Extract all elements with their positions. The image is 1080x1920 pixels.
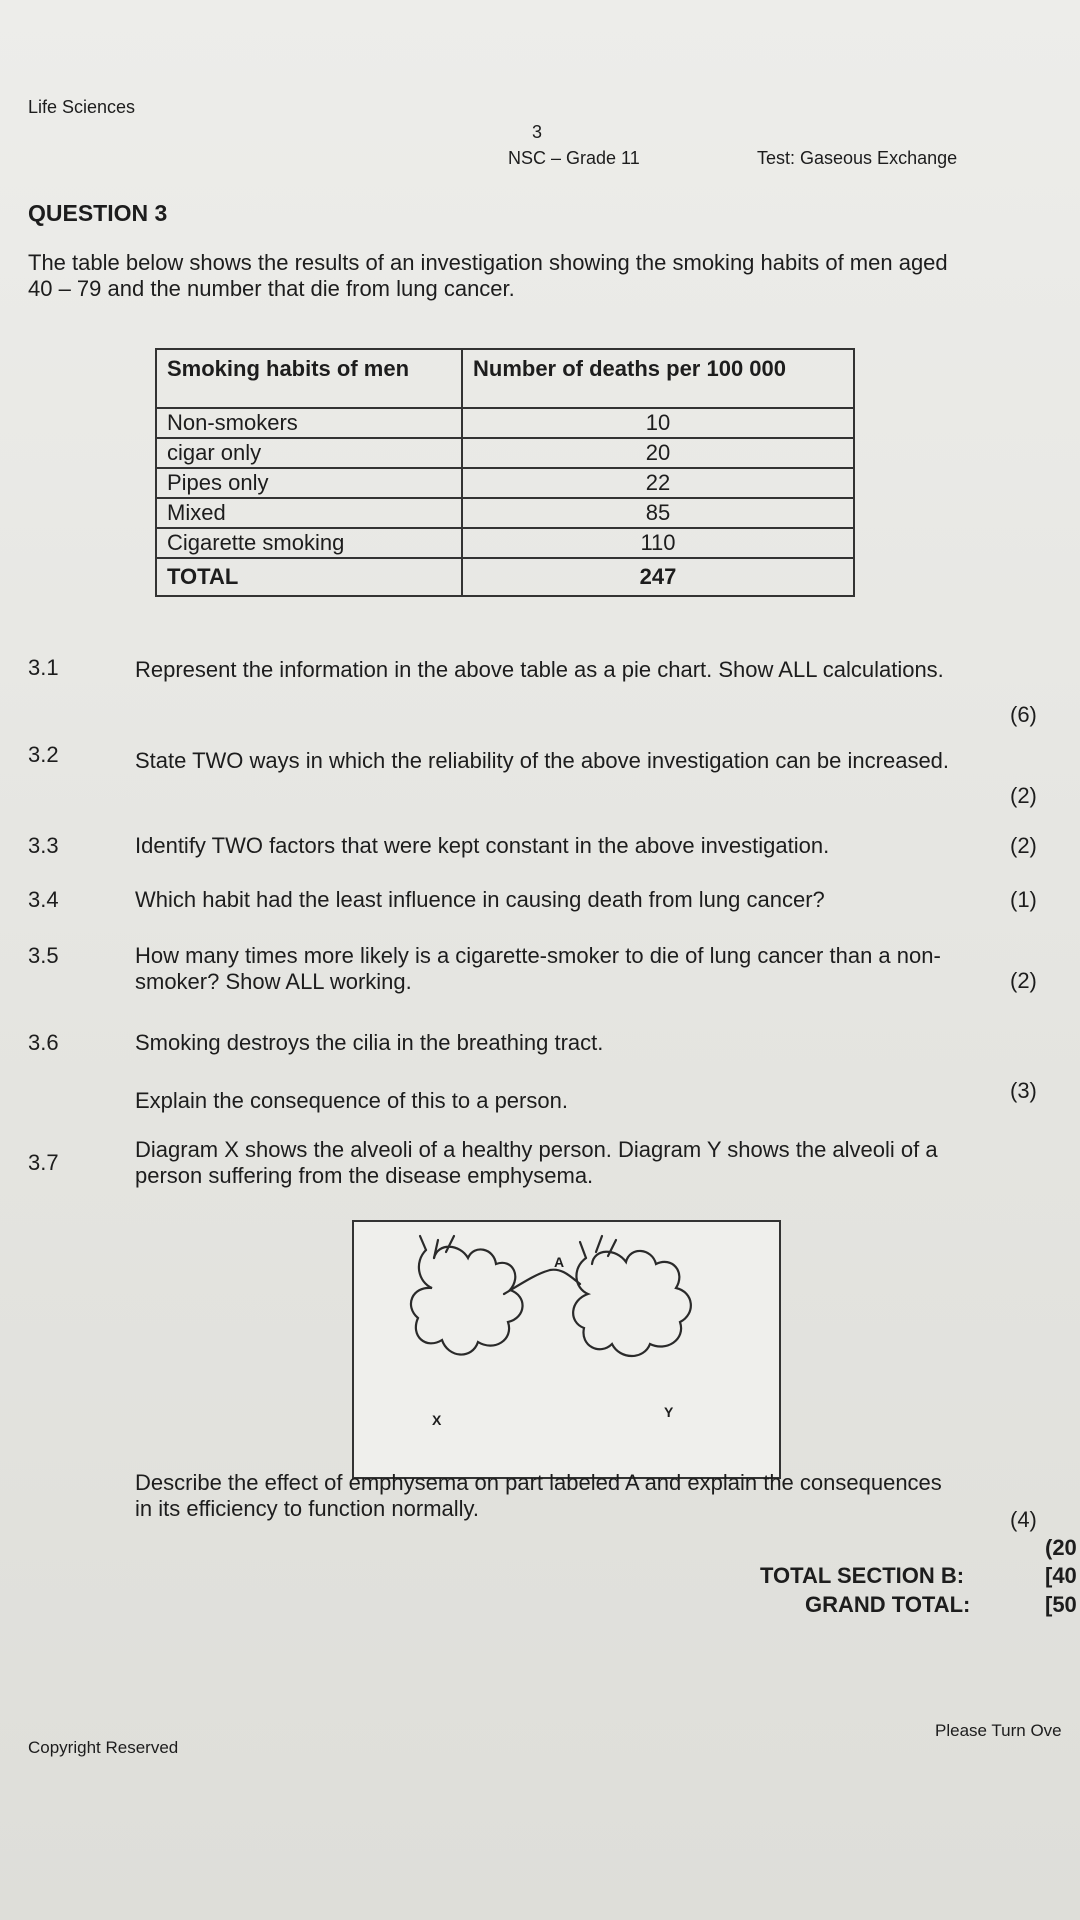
- total-label: TOTAL: [156, 558, 462, 596]
- table-cell: Pipes only: [156, 468, 462, 498]
- mark-allocation: (4): [1010, 1507, 1037, 1532]
- question-number: 3.1: [28, 655, 59, 680]
- question-number: 3.2: [28, 742, 59, 767]
- grand-total-label: GRAND TOTAL:: [805, 1592, 971, 1617]
- table-cell: 10: [462, 408, 854, 438]
- alveoli-y-outline: [573, 1251, 691, 1356]
- label-a: A: [554, 1254, 565, 1270]
- mark-allocation: (3): [1010, 1078, 1037, 1103]
- smoking-results-table: [155, 348, 855, 597]
- table-row: [156, 528, 854, 558]
- alveoli-x-duct: [420, 1236, 454, 1258]
- table-total-row: [156, 558, 854, 596]
- table-cell: 85: [462, 498, 854, 528]
- question-text: State TWO ways in which the reliability of the above investigation can be increased.: [135, 748, 950, 773]
- mark-allocation: (2): [1010, 783, 1037, 808]
- mark-allocation: (6): [1010, 702, 1037, 727]
- table-cell: cigar only: [156, 438, 462, 468]
- section-b-label: TOTAL SECTION B:: [760, 1563, 965, 1588]
- question-title: QUESTION 3: [28, 200, 168, 226]
- question-text: Describe the effect of emphysema on part labeled A and explain the consequences in its efficiency to function normally.: [135, 1470, 942, 1521]
- question-text: Which habit had the least influence in causing death from lung cancer?: [135, 887, 825, 912]
- alveoli-x-outline: [411, 1247, 523, 1355]
- section-b-value: [40: [1045, 1563, 1077, 1588]
- copyright-notice: Copyright Reserved: [28, 1738, 179, 1757]
- question-number: 3.3: [28, 833, 59, 858]
- total-value: 247: [462, 558, 854, 596]
- alveoli-diagram: [352, 1220, 781, 1479]
- question-text: Explain the consequence of this to a person.: [135, 1088, 568, 1113]
- column-header: Number of deaths per 100 000: [462, 349, 854, 408]
- turn-over-notice: Please Turn Ove: [935, 1721, 1062, 1740]
- table-header-row: [156, 349, 854, 408]
- mark-allocation: (2): [1010, 833, 1037, 858]
- table-row: [156, 468, 854, 498]
- question-number: 3.7: [28, 1150, 59, 1175]
- table-row: [156, 438, 854, 468]
- subject-label: Life Sciences: [28, 97, 136, 117]
- alveoli-drawing: [354, 1222, 779, 1477]
- table-cell: 20: [462, 438, 854, 468]
- column-header: Smoking habits of men: [156, 349, 462, 408]
- mark-allocation: (1): [1010, 887, 1037, 912]
- question-text: Smoking destroys the cilia in the breathing tract.: [135, 1030, 604, 1055]
- question-text: Represent the information in the above table as a pie chart. Show ALL calculations.: [135, 657, 944, 682]
- page-number: 3: [532, 122, 543, 142]
- table-cell: Cigarette smoking: [156, 528, 462, 558]
- table-cell: 22: [462, 468, 854, 498]
- table-cell: 110: [462, 528, 854, 558]
- test-title: Test: Gaseous Exchange: [757, 148, 958, 168]
- question-number: 3.6: [28, 1030, 59, 1055]
- label-y: Y: [664, 1404, 674, 1420]
- question-text: Diagram X shows the alveoli of a healthy person. Diagram Y shows the alveoli of a person suffering from the disease emphysema.: [135, 1137, 938, 1188]
- section-mark: (20: [1045, 1535, 1077, 1560]
- question-number: 3.5: [28, 943, 59, 968]
- question-text: Identify TWO factors that were kept constant in the above investigation.: [135, 833, 830, 858]
- table-cell: Mixed: [156, 498, 462, 528]
- question-text: How many times more likely is a cigarette-smoker to die of lung cancer than a non-smoker? Show ALL working.: [135, 943, 941, 994]
- table-cell: Non-smokers: [156, 408, 462, 438]
- table-row: [156, 408, 854, 438]
- question-intro: The table below shows the results of an investigation showing the smoking habits of men aged 40 – 79 and the number that die from lung cancer.: [28, 250, 948, 301]
- question-number: 3.4: [28, 887, 59, 912]
- mark-allocation: (2): [1010, 968, 1037, 993]
- label-x: X: [432, 1412, 442, 1428]
- table-row: [156, 498, 854, 528]
- grade-label: NSC – Grade 11: [508, 148, 640, 168]
- grand-total-value: [50: [1045, 1592, 1077, 1617]
